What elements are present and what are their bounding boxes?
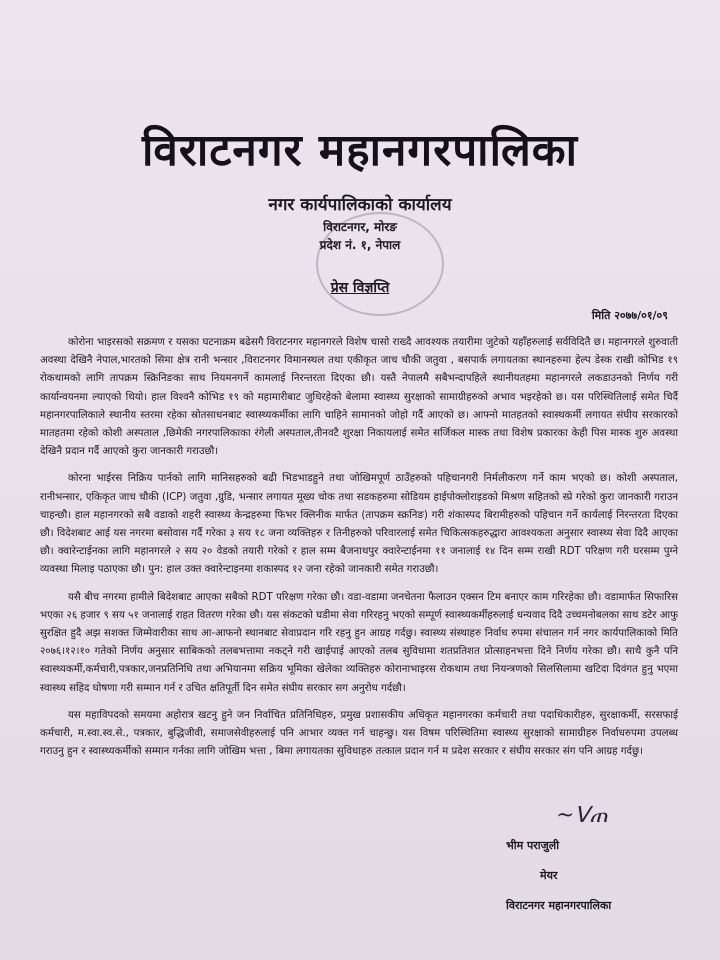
signatory-role: मेयर xyxy=(540,869,558,882)
handwritten-signature: ~ᐯጠ xyxy=(556,803,608,828)
document-title: विराटनगर महानगरपालिका xyxy=(142,125,578,176)
paragraph: यसै बीच नगरमा हामीले बिदेशबाट आएका सबैको RDT परिक्षण गरेका छौ। वडा-वडामा जनचेतना फैलाउन एक्सन टिम बनाएर काम गरिरहेका छौ। वडामार्फत सिफारिस भएका २६ हजार ९ सय ५१ जनालाई राहत वितरण गरेका छौ। यस संकटको घडीमा सेवा गरिरहनु भएको सम्पूर्ण स्वास्थ्यकर्मीहरुलाई धन्यवाद दिदै उच्चमनोबलका साथ डटेर आफु सुरक्षित हुदै अझ सशक्त जिम्मेवारीका साथ आ-आफनो स्थानबाट सेवाप्रदान गरि रहनु हुन आग्रह गर्दछु। स्वास्थ्य संस्थाहरु निर्वाध रुपमा संचालन गर्न नगर कार्यपालिकाको मिति २०७६।१२।१० गतेको निर्णय अनुसार साबिकको तलबभत्तामा नकट्ने गरी खाईपाई आएको तलब सुविधामा शतप्रतिशत प्रोत्साहनभत्ता दिने निर्णय गरेका छौ। साथै कुनै पनि स्वास्थ्यकर्मी,कर्मचारी,पत्रकार,जनप्रतिनिधि तथा अभियानमा सक्रिय भूमिका खेलेका व्यक्तिहरु कोरानाभाइरस रोकथाम तथा नियन्त्रणको सिलसिलामा खटिदा दिवंगत हुनु भएमा स्वास्थ्य सहिद घोषणा गरी सम्मान गर्न र उचित क्षतिपूर्ती दिन समेत संघीय सरकार सग अनुरोध गर्दछौ। xyxy=(40,591,678,694)
signatory-name: भीम पराजुली xyxy=(506,839,560,852)
office-name: नगर कार्यपालिकाको कार्यालय xyxy=(268,195,452,215)
document-date: मिति २०७७/०१/०९ xyxy=(591,309,668,322)
signatory-org: विराटनगर महानगरपालिका xyxy=(506,899,612,912)
press-release-heading: प्रेस विज्ञप्ति xyxy=(330,280,390,296)
paragraph: यस महाविपदको समयमा अहोरात्र खटनु हुने जन निर्वाचित प्रतिनिधिहरु, प्रमुख प्रशासकीय अधिकृत महानगरका कर्मचारी तथा पदाधिकारीहरु, सुरक्षाकर्मी, सरसफाई कर्मचारी, म.स्वा.स्व.से., पत्रकार, बुद्धिजीवी, समाजसेवीहरुलाई पनि आभार व्यक्त गर्न चाहन्छु। यस विषम परिस्थितिमा स्वास्थ्य सुरक्षाको सामाग्रीहरु निर्वाधरुपमा उपलब्ध गराउनु हुन र स्वास्थ्यकर्मीको सम्मान गर्नका लागि जोखिम भत्ता , बिमा लगायतका सुविधाहरु तत्काल प्रदान गर्न म प्रदेश सरकार र संघीय सरकार संग पनि आग्रह गर्दछु। xyxy=(40,709,678,758)
city-line: विराटनगर, मोरङ xyxy=(323,220,397,234)
province-line: प्रदेश नं. १, नेपाल xyxy=(319,238,401,252)
paragraph: कोरना भाईरस निक्रिय पार्नको लागि मानिसहरुको बढी भिडभाडहुने तथा जोखिमपूर्ण ठाउँहरुको पहिचानगरी निर्मलीकरण गर्ने काम भएको छ। कोशी अस्पताल, रानीभन्सार, एकिकृत जाच चौकी (ICP) जतुवा ,ग्रुडि, भन्सार लगायत मूख्य चोक तथा सडकहरुमा सोडियम हाईपोक्लोराइडको मिश्रण सहितको स्प्रे गरेको कुरा जानकारी गराउन चाहन्छौ। हाल महानगरको सबै वडाको शहरी स्वास्थ्य केन्द्रहरुमा फिभर क्लिनीक मार्फत (तापक्रम स्क्रनिङ) गरी शंकास्पद बिरामीहरुको पहिचान गर्ने कार्यलाई निरन्तरता दिएका छौ। विदेशबाट आई यस नगरमा बसोवास गर्दै गरेका ३ सय १८ जना व्यक्तिहरु र तिनीहरुको परिवारलाई समेत चिकित्सकहरुद्धारा आवश्यकता अनुसार स्वास्थ्य सेवा दिदै आएका छौ। क्वारेन्टाईनका लागि महानगरले २ सय २० वेडको तयारी गरेको र हाल सम्म बैजनाथपुर क्वारेन्टाईनमा ११ जनालाई १४ दिन सम्म राखी RDT परिक्षण गरी घरसम्म पुग्ने व्यवस्था मिलाइ पठाएका छौ। पुन: हाल उक्त क्वारेन्टाइनमा शकास्पद १२ जना रहेको जानकारी समेत गराउछौ। xyxy=(40,473,678,576)
document-body xyxy=(40,334,678,770)
paragraph: कोरोना भाइरसको सक्रमण र यसका घटनाक्रम बढेसगै विराटनगर महानगरले विशेष चासो राख्दै आवश्यक तयारीमा जुटेको यहाँहरुलाई सर्वविदितै छ। महानगरले शुरुवाती अवस्था देखिनै नेपाल,भारतको सिमा क्षेत्र रानी भन्सार ,विराटनगर विमानस्थल तथा एकीकृत जाच चौकी जतुवा , बसपार्क लगायतका स्थानहरुमा हेल्प डेस्क राखी कोभिड १९ रोकथामको लागि तापक्रम स्क्रिनिङका साथ नियमनगर्ने कामलाई निरन्तरता दिएका छौ। यस्तै नेपालमै सबैभन्दापहिले स्थानीयतहमा महानगरले लकडाउनको निर्णय गरी कार्यान्वयनमा ल्याएको थियो। हाल विश्वनै कोभिड १९ को महामारीबाट जुधिरहेको बेलामा स्वास्थ्य सुरक्षाको सामाग्रीहरुको अभाव भइरहेको छ। यस परिस्थितिलाई समेत चिर्दै महानगरपालिकाले स्थानीय स्तरमा रहेका स्रोतसाधनबाट स्वास्थ्यकर्मीका लागि चाहिने सामानको जोहो गर्दै आएको छ। आफ्नो मातहतको स्वास्थकर्मी लगायत संघीय सरकारको मातहतमा रहेको कोशी अस्पताल ,छिमेकी नगरपालिकाका रंगेली अस्पताल,तीनवटै शुरक्षा निकायलाई समेत सर्जिकल मास्क तथा विशेष प्रकारका केही पिस मास्क शुरु अवस्था देखिनै प्रदान गर्दै आएको कुरा जानकारी गराउछौ। xyxy=(40,337,678,458)
